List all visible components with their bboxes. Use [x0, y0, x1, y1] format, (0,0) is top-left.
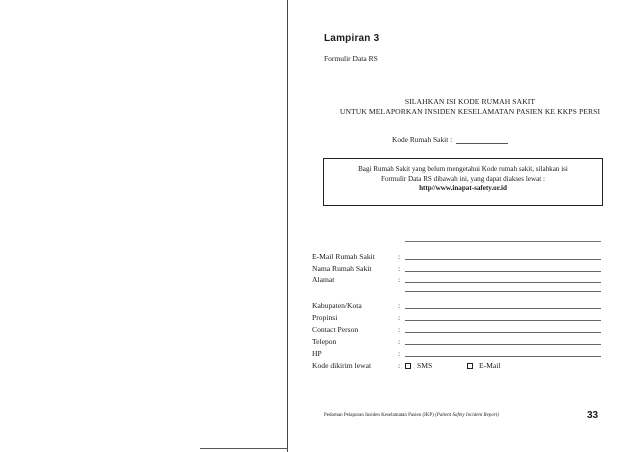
province-label: Propinsi: [312, 313, 338, 322]
mobile-field[interactable]: [405, 356, 601, 357]
footer-text: Pedoman Pelaporan Insiden Keselamatan Pasien (IKP): [324, 413, 434, 418]
page-number: 33: [587, 410, 599, 421]
contact-person-label: Contact Person: [312, 325, 359, 334]
province-field[interactable]: [405, 320, 601, 321]
colon: :: [398, 313, 401, 322]
hospital-code-row: [392, 135, 508, 144]
address-label: Alamat: [312, 275, 335, 284]
notice-line-2: Formulir Data RS dibawah ini, yang dapat diakses lewat :: [381, 174, 545, 183]
sms-option[interactable]: [405, 361, 432, 370]
phone-field[interactable]: [405, 344, 601, 345]
email-field[interactable]: [405, 259, 601, 260]
notice-url[interactable]: http//www.inapat-safety.or.id: [419, 184, 507, 193]
heading-line-2: UNTUK MELAPORKAN INSIDEN KESELAMATAN PASIEN KE KKPS PERSI: [339, 107, 601, 116]
footer-italic: (Patient Safety Incident Report): [435, 413, 499, 418]
notice-line-1: Bagi Rumah Sakit yang belum mengetahui Kode rumah sakit, silahkan isi: [358, 165, 568, 173]
sms-checkbox[interactable]: [405, 363, 411, 369]
colon: :: [398, 301, 401, 310]
book-spine-line: [287, 0, 288, 452]
colon: :: [398, 349, 401, 358]
colon: :: [398, 252, 401, 261]
hospital-code-field[interactable]: [456, 137, 508, 144]
contact-person-field[interactable]: [405, 332, 601, 333]
send-via-label: Kode dikirim lewat: [312, 361, 372, 370]
notice-box: [323, 158, 603, 206]
hospital-name-field[interactable]: [405, 271, 601, 272]
hospital-code-label: Kode Rumah Sakit :: [392, 135, 453, 144]
regency-label: Kabupaten/Kota: [312, 301, 362, 310]
heading-line-1: SILAHKAN ISI KODE RUMAH SAKIT: [404, 97, 536, 106]
colon: :: [398, 337, 401, 346]
blank-line: [405, 241, 601, 242]
email-checkbox[interactable]: [467, 363, 473, 369]
email-label: E-Mail Rumah Sakit: [312, 252, 375, 261]
colon: :: [398, 264, 401, 273]
hospital-name-label: Nama Rumah Sakit: [312, 264, 372, 273]
page-footer: [324, 413, 499, 418]
mobile-label: HP: [312, 349, 322, 358]
sms-label: SMS: [417, 361, 433, 370]
appendix-title: Lampiran 3: [324, 33, 380, 44]
regency-field[interactable]: [405, 308, 601, 309]
colon: :: [398, 275, 401, 284]
phone-label: Telepon: [312, 337, 337, 346]
email-option[interactable]: [467, 361, 501, 370]
address-field-continued[interactable]: [405, 291, 601, 292]
address-field[interactable]: [405, 282, 601, 283]
appendix-subtitle: Formulir Data RS: [324, 54, 378, 63]
book-spine-tail: [200, 448, 288, 449]
colon: :: [398, 325, 401, 334]
email-option-label: E-Mail: [479, 361, 501, 370]
colon: :: [398, 361, 401, 370]
